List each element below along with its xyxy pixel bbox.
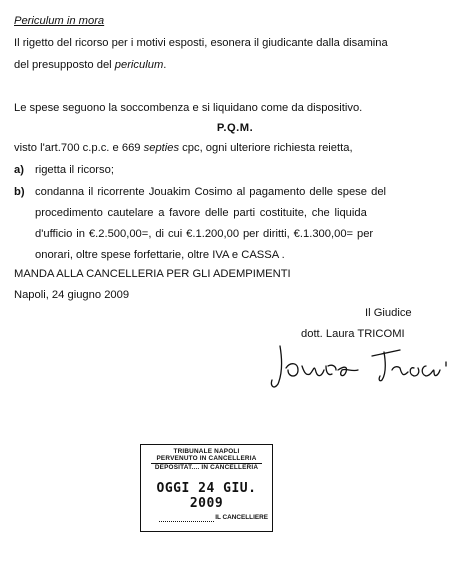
item-b-line-3: d'ufficio in €.2.500,00=, di cui €.1.200,00 per diritti, €.1.300,00= per [35, 228, 374, 240]
stamp-deposited: DEPOSITAT.... IN CANCELLERIA [154, 464, 259, 471]
place-date: Napoli, 24 giugno 2009 [14, 289, 130, 301]
periculum-term: periculum [114, 59, 164, 71]
item-a-label: a) [14, 164, 24, 176]
court-deposit-stamp [140, 444, 273, 532]
septies-term: septies [143, 142, 180, 154]
paragraph-1-text: del presupposto del [14, 59, 115, 71]
pqm-heading: P.Q.M. [216, 122, 254, 134]
stamp-cancelliere: IL CANCELLIERE [215, 514, 268, 521]
paragraph-1-line-2 [14, 58, 166, 73]
stamp-date: OGGI 24 GIU. 2009 [156, 481, 257, 511]
stamp-signature-line [159, 521, 214, 522]
handwritten-signature [268, 336, 468, 396]
visto-text: visto l'art.700 c.p.c. e 669 [14, 142, 144, 154]
judge-title: Il Giudice [365, 307, 412, 319]
manda-line: MANDA ALLA CANCELLERIA PER GLI ADEMPIMENTI [14, 268, 291, 280]
paragraph-1-line-1: Il rigetto del ricorso per i motivi esposti, esonera il giudicante dalla disamina [14, 37, 388, 49]
section-heading: Periculum in mora [14, 15, 105, 27]
paragraph-1-end: . [163, 59, 167, 71]
stamp-received: PERVENUTO IN CANCELLERIA [156, 455, 257, 462]
item-b-label: b) [14, 186, 25, 198]
item-b-line-1: condanna il ricorrente Jouakim Cosimo al pagamento delle spese del [35, 186, 387, 198]
item-b-line-2: procedimento cautelare a favore delle parti costituite, che liquida [35, 207, 367, 219]
visto-line [14, 141, 353, 156]
paragraph-2: Le spese seguono la soccombenza e si liquidano come da dispositivo. [14, 102, 363, 114]
judge-name: dott. Laura TRICOMI [301, 328, 405, 340]
item-b-line-4: onorari, oltre spese forfettarie, oltre IVA e CASSA . [35, 249, 285, 261]
visto-text-end: cpc, ogni ulteriore richiesta reietta, [179, 142, 353, 154]
stamp-court-name: TRIBUNALE NAPOLI [173, 448, 240, 455]
item-a-text: rigetta il ricorso; [35, 164, 114, 176]
